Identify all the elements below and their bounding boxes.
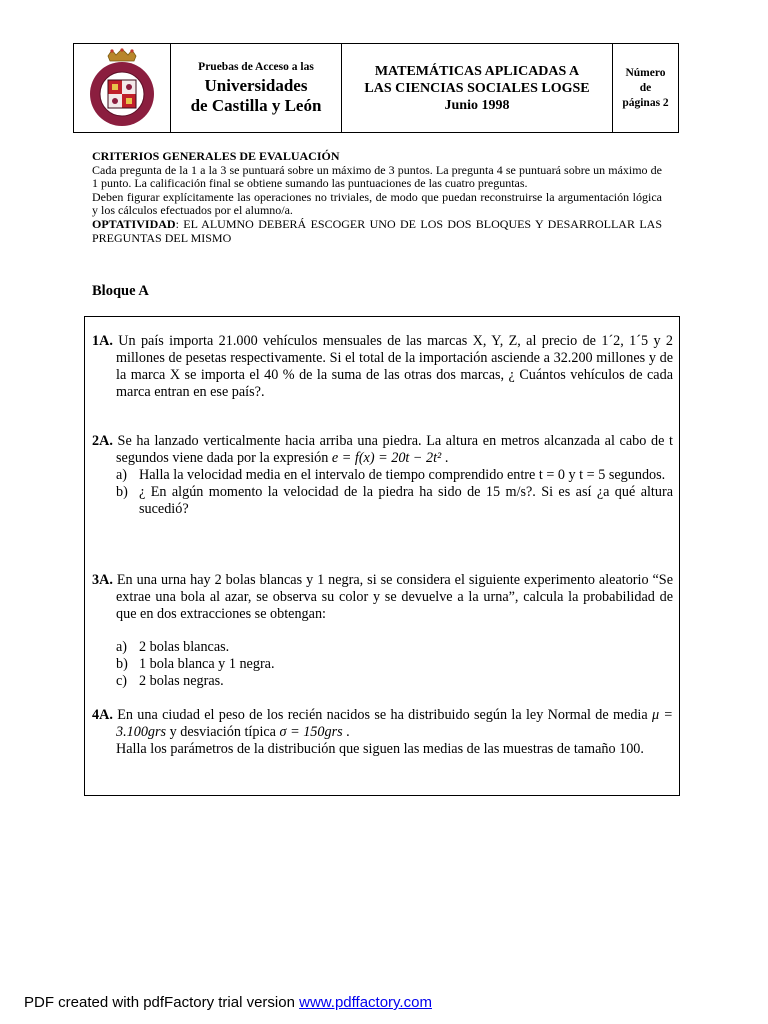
question-3 <box>92 572 673 690</box>
exam-title-cell <box>342 44 613 132</box>
logo-cell <box>74 44 171 132</box>
title-line-3: Junio 1998 <box>444 97 510 113</box>
part-b-label: b) <box>116 656 128 672</box>
question-4 <box>92 707 673 758</box>
question-4-text-3: . <box>342 724 350 740</box>
title-line-1: MATEMÁTICAS APLICADAS A <box>374 63 580 79</box>
university-coat-of-arms <box>84 48 160 128</box>
criteria-paragraph-2: Deben figurar explícitamente las operaciones no triviales, de modo que puedan reconstruirse la argumentación lógica y los cálculos efectuados por el alumno/a. <box>92 189 662 218</box>
question-3-part-c <box>92 673 673 690</box>
title-line-2: LAS CIENCIAS SOCIALES LOGSE <box>364 80 590 96</box>
part-b-text: 1 bola blanca y 1 negra. <box>139 656 275 672</box>
exam-header <box>73 43 679 133</box>
page-count-cell <box>613 44 678 132</box>
optatividad-text: : EL ALUMNO DEBERÁ ESCOGER UNO DE LOS DOS BLOQUES Y DESARROLLAR LAS PREGUNTAS DEL MISMO <box>92 216 662 245</box>
question-3-part-a <box>92 639 673 656</box>
question-2-part-b <box>92 484 673 518</box>
question-4-text-2: y desviación típica <box>166 724 280 740</box>
question-2-text: Se ha lanzado verticalmente hacia arriba una piedra. La altura en metros alcanzada al cabo de t segundos viene dada por la expresión <box>112 433 673 466</box>
block-title: Bloque A <box>92 283 149 299</box>
part-a-text: 2 bolas blancas. <box>139 639 230 655</box>
pages-line-2: de <box>639 81 652 94</box>
criteria-heading: CRITERIOS GENERALES DE EVALUACIÓN <box>92 149 340 163</box>
question-2-after: . <box>441 450 449 466</box>
university-cell <box>171 44 342 132</box>
question-3-number: 3A. <box>92 572 113 588</box>
part-a-text: Halla la velocidad media en el intervalo de tiempo comprendido entre t = 0 y t = 5 segundos. <box>139 467 666 483</box>
question-2 <box>92 433 673 518</box>
part-a-label: a) <box>116 467 128 483</box>
optatividad-note <box>92 218 662 245</box>
part-c-label: c) <box>116 673 128 689</box>
footer-text: PDF created with pdfFactory trial version <box>24 994 300 1011</box>
evaluation-criteria <box>92 150 662 245</box>
question-1-text: Un país importa 21.000 vehículos mensuales de las marcas X, Y, Z, al precio de 1´2, 1´5 y 2 millones de pesetas respectivamente. Si el total de la importación asciende a 32.200 millones y de la marca X se importa el 40 % de la suma de las otras dos marcas, ¿ Cuántos vehículos de cada marca entran en ese país?. <box>112 333 673 400</box>
pdf-footer <box>24 994 432 1011</box>
question-4-mean: μ = 3.100grs <box>116 707 673 740</box>
pages-line-1: Número <box>625 66 666 79</box>
pdffactory-link[interactable]: www.pdffactory.com <box>299 994 432 1011</box>
part-a-label: a) <box>116 639 128 655</box>
univ-small-text: Pruebas de Acceso a las <box>198 60 314 73</box>
question-3-text: En una urna hay 2 bolas blancas y 1 negra, si se considera el siguiente experimento aleatorio “Se extrae una bola al azar, se observa su color y se devuelve a la urna”, calcula la probabilidad de que en dos extracciones se obtengan: <box>112 572 673 622</box>
part-b-text: ¿ En algún momento la velocidad de la piedra ha sido de 15 m/s?. Si es así ¿a qué altura sucedió? <box>139 484 673 517</box>
question-2-formula: e = f(x) = 20t − 2t² <box>331 450 442 466</box>
part-b-label: b) <box>116 484 128 500</box>
univ-line-1: Universidades <box>204 75 308 95</box>
optatividad-label: OPTATIVIDAD <box>92 216 176 231</box>
question-4-text-1: En una ciudad el peso de los recién nacidos se ha distribuido según la ley Normal de media <box>112 707 652 723</box>
questions-box <box>84 316 680 796</box>
question-4-line-2: Halla los parámetros de la distribución que siguen las medias de las muestras de tamaño 100. <box>116 741 644 757</box>
question-3-part-b <box>92 656 673 673</box>
criteria-paragraph-1: Cada pregunta de la 1 a la 3 se puntuará sobre un máximo de 3 puntos. La pregunta 4 se puntuará sobre un máximo de 1 punto. La calificación final se obtiene sumando las puntuaciones de las cuatro preguntas. <box>92 162 662 191</box>
question-2-part-a <box>92 467 673 484</box>
pages-line-3: páginas 2 <box>622 96 669 109</box>
part-c-text: 2 bolas negras. <box>139 673 224 689</box>
univ-line-2: de Castilla y León <box>190 95 322 115</box>
question-1 <box>92 333 673 401</box>
question-2-number: 2A. <box>92 433 113 449</box>
question-4-number: 4A. <box>92 707 113 723</box>
question-1-number: 1A. <box>92 333 113 349</box>
question-4-sigma: σ = 150grs <box>279 724 343 740</box>
